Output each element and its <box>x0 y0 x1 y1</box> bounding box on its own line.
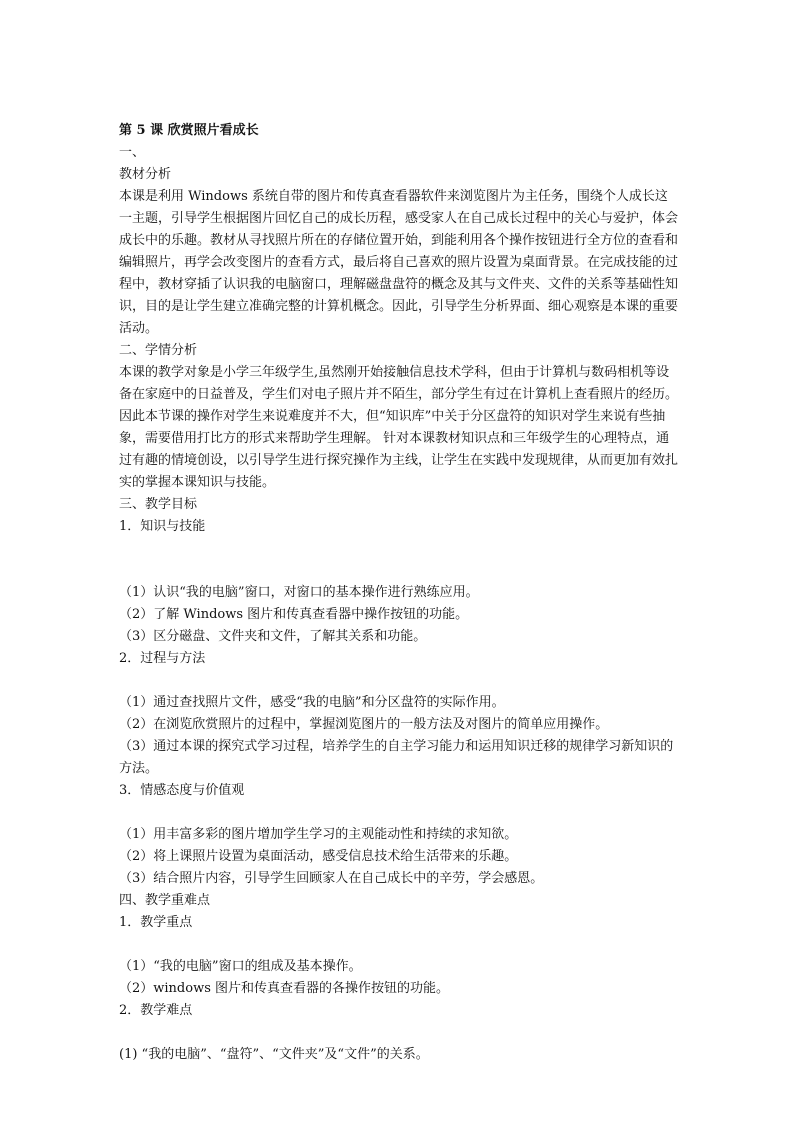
key-point-item: （2）windows 图片和传真查看器的各操作按钮的功能。 <box>119 981 450 996</box>
section-1-heading: 教材分析 <box>119 167 172 182</box>
goal-3-item: （2）将上课照片设置为桌面活动，感受信息技术给生活带来的乐趣。 <box>119 849 518 864</box>
section-2-paragraph: 本课的教学对象是小学三年级学生,虽然刚开始接触信息技术学科，但由于计算机与数码相机等设备在家庭中的日益普及，学生们对电子照片并不陌生，部分学生有过在计算机上查看照片的经历。因此本节课的操作对学生来说难度并不大，但“知识库”中关于分区盘符的知识对学生来说有些抽象，需要借用打比方的形式来帮助学生理解。 针对本课教材知识点和三年级学生的心理特点，通过有趣的情境创设，以引导学生进行探究操作为主线，让学生在实践中发现规律，从而更加有效扎实的掌握本课知识与技能。 <box>119 365 679 490</box>
goal-3-item: （1）用丰富多彩的图片增加学生学习的主观能动性和持续的求知欲。 <box>119 827 518 842</box>
goal-1-item: （2）了解 Windows 图片和传真查看器中操作按钮的功能。 <box>119 607 469 622</box>
key-points-heading: 1．教学重点 <box>119 915 193 930</box>
section-1-number: 一、 <box>119 145 146 160</box>
section-4-heading: 四、教学重难点 <box>119 893 211 908</box>
document-body <box>119 120 679 1066</box>
section-3-heading: 三、教学目标 <box>119 497 198 512</box>
goal-3-item: （3）结合照片内容，引导学生回顾家人在自己成长中的辛劳，学会感恩。 <box>119 871 544 886</box>
goal-3-heading: 3．情感态度与价值观 <box>119 783 245 798</box>
difficult-point-item: (1) “我的电脑”、“盘符”、“文件夹”及“文件”的关系。 <box>119 1047 429 1062</box>
section-1-paragraph: 本课是利用 Windows 系统自带的图片和传真查看器软件来浏览图片为主任务，围绕个人成长这一主题，引导学生根据图片回忆自己的成长历程，感受家人在自己成长过程中的关心与爱护，体会成长中的乐趣。教材从寻找照片所在的存储位置开始，到能利用各个操作按钮进行全方位的查看和编辑照片，再学会改变图片的查看方式，最后将自己喜欢的照片设置为桌面背景。在完成技能的过程中，教材穿插了认识我的电脑窗口，理解磁盘盘符的概念及其与文件夹、文件的关系等基础性知识，目的是让学生建立准确完整的计算机概念。因此，引导学生分析界面、细心观察是本课的重要活动。 <box>119 189 679 336</box>
lesson-title: 第 5 课 欣赏照片看成长 <box>119 123 259 138</box>
goal-2-item: （2）在浏览欣赏照片的过程中，掌握浏览图片的一般方法及对图片的简单应用操作。 <box>119 717 609 732</box>
goal-1-item: （1）认识“我的电脑”窗口，对窗口的基本操作进行熟练应用。 <box>119 585 479 600</box>
goal-1-item: （3）区分磁盘、文件夹和文件，了解其关系和功能。 <box>119 629 427 644</box>
section-2-heading: 二、学情分析 <box>119 343 198 358</box>
key-point-item: （1）“我的电脑”窗口的组成及基本操作。 <box>119 959 362 974</box>
goal-2-item: （1）通过查找照片文件，感受“我的电脑”和分区盘符的实际作用。 <box>119 695 505 710</box>
goal-1-heading: 1．知识与技能 <box>119 519 206 534</box>
goal-2-item: （3）通过本课的探究式学习过程，培养学生的自主学习能力和运用知识迁移的规律学习新知识的方法。 <box>119 739 674 776</box>
difficult-points-heading: 2．教学难点 <box>119 1003 193 1018</box>
goal-2-heading: 2．过程与方法 <box>119 651 206 666</box>
